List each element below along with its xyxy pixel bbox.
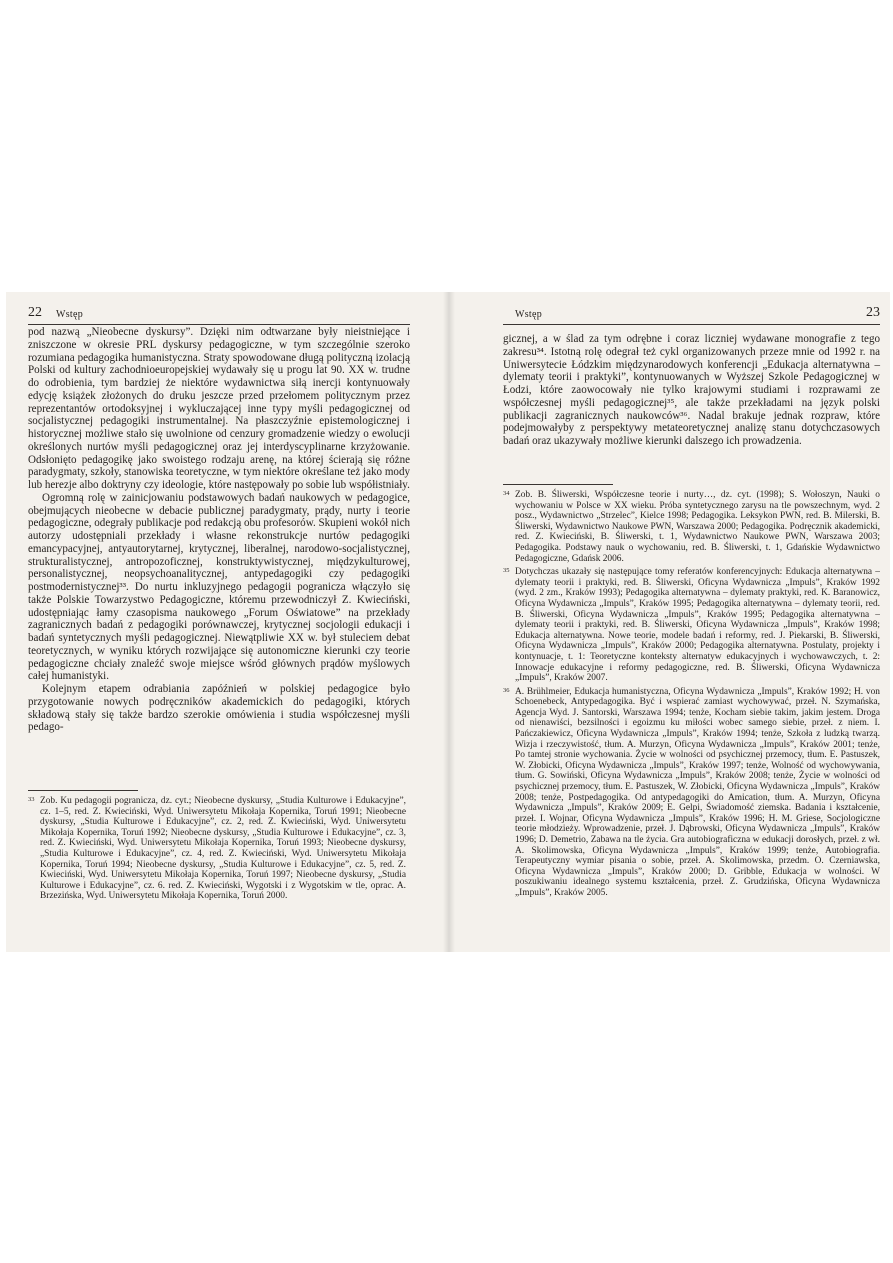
- page-header: [28, 302, 410, 325]
- page-header: [503, 302, 880, 325]
- footnote-number: 34: [503, 490, 510, 497]
- footnote-number: 36: [503, 686, 510, 694]
- paragraph: pod nazwą „Nieobecne dyskursy”. Dzięki nim odtwarzane były nieistniejące i zniszczone w okresie PRL dyskursy pedagogiczne, w tym szczególnie szeroko rozumiana pedagogika humanistyczna. Straty spowodowane długą polityczną izolacją Polski od kultury zachodnioeuropejskiej wydawały się u progu lat 90. XX w. trudne do odrobienia, tym bardziej że niektóre wydawnictwa siłą inercji kontynuowały edycję książek złożonych do druku jeszcze przed przełomem politycznym przez reprezentantów ortodoksyjnej i wykluczającej inne typy myśli pedagogicznej od socjalistycznej pedagogiki instrumentalnej. Na płaszczyźnie epistemologicznej i historycznej możliwe stało się uwolnione od cenzury gromadzenie wiedzy o ewolucji określonych nurtów myśli pedagogicznej oraz jej interdyscyplinarne krzyżowanie. Odsłonięto pedagogikę jako swoistego rodzaju arenę, na której ścierają się różne paradygmaty, szkoły, stanowiska teoretyczne, w tym niektóre określane też jako mody lub herezje albo doktryny czy ideologie, które następowały po sobie lub współistniały.: [28, 326, 410, 491]
- left-page: [6, 292, 443, 952]
- footnote: [28, 796, 406, 902]
- footnote-text: Zob. B. Śliwerski, Współczesne teorie i nurty…, dz. cyt. (1998); S. Wołoszyn, Nauki o wychowaniu w Polsce w XX wieku. Próba syntetycznego zarysu na tle powszechnym, wyd. 2 posz., Wydawnictwo „Strzelec”, Kielce 1998; Pedagogika. Leksykon PWN, red. B. Milerski, B. Śliwerski, Wydawnictwo Naukowe PWN, Warszawa 2000; Pedagogika. Podręcznik akademicki, red. Z. Kwieciński, B. Śliwerski, t. 1, Wydawnictwo Naukowe PWN, Warszawa 2003; Pedagogika. Podstawy nauk o wychowaniu, red. B. Śliwerski, t. 1, Gdańskie Wydawnictwo Pedagogiczne, Gdańsk 2006.: [515, 490, 880, 564]
- footnote-number: 35: [503, 567, 510, 575]
- footnotes: [28, 796, 406, 905]
- book-gutter: [443, 292, 455, 952]
- running-head: Wstęp: [56, 309, 84, 320]
- main-text: [503, 333, 880, 448]
- footnote-rule: [503, 484, 613, 485]
- footnote-text: A. Brühlmeier, Edukacja humanistyczna, Oficyna Wydawnicza „Impuls”, Kraków 1992; H. von Schoenebeck, Antypedagogika. Być i wspierać zamiast wychowywać, przeł. N. Szymańska, Agencja Wyd. J. Santorski, Warszawa 1994; tenże, Kocham siebie takim, jakim jestem. Droga od nienawiści, bezsilności i egoizmu ku miłości wobec samego siebie, przeł. z niem. I. Pańczakiewicz, Oficyna Wydawnicza „Impuls”, Kraków 1994; tenże, Szkoła z ludzką twarzą. Wizja i rzeczywistość, tłum. A. Murzyn, Oficyna Wydawnicza „Impuls”, Kraków 2001; tenże, Po tamtej stronie wychowania. Życie w wolności od psychicznej przemocy, tłum. E. Pastuszek, W. Złobicki, Oficyna Wydawnicza „Impuls”, Kraków 1997; tenże, Wolność od wychowywania, tłum. G. Sowiński, Oficyna Wydawnicza „Impuls”, Kraków 2008; tenże, Życie w wolności od psychicznej przemocy, tłum. E. Pastuszek, W. Złobicki, Oficyna Wydawnicza „Impuls”, Kraków 2008; tenże, Postpedagogika. Od antypedagogiki do Amication, tłum. A. Murzyn, Oficyna Wydawnicza „Impuls”, Kraków 2009; E. Gelpi, Świadomość ziemska. Badania i kształcenie, przeł. I. Wojnar, Oficyna Wydawnicza „Impuls”, Kraków 1996; H. M. Griese, Socjologiczne teorie młodzieży. Wprowadzenie, przeł. J. Dąbrowski, Oficyna Wydawnicza „Impuls”, Kraków 1996; D. Demetrio, Zabawa na tle życia. Gra autobiograficzna w edukacji dorosłych, przeł. z wł. A. Skolimowska, Oficyna Wydawnicza „Impuls”, Kraków 1999; tenże, Autobiografia. Terapeutyczny wymiar pisania o sobie, przeł. A. Skolimowska, przedm. O. Czerniawska, Oficyna Wydawnicza „Impuls”, Kraków 2000; D. Gribble, Edukacja w wolności. W poszukiwaniu idealnego systemu kształcenia, przeł. Z. Grudzińska, Oficyna Wydawnicza „Impuls”, Kraków 2005.: [515, 686, 880, 898]
- footnote: [503, 567, 880, 684]
- footnote-text: Zob. Ku pedagogii pogranicza, dz. cyt.; Nieobecne dyskursy, „Studia Kulturowe i Edukacyjne”, cz. 1–5, red. Z. Kwieciński, Wyd. Uniwersytetu Mikołaja Kopernika, Toruń 1991; Nieobecne dyskursy, „Studia Kulturowe i Edukacyjne”, cz. 2, red. Z. Kwieciński, Wyd. Uniwersytetu Mikołaja Kopernika, Toruń 1992; Nieobecne dyskursy, „Studia Kulturowe i Edukacyjne”, cz. 3, red. Z. Kwieciński, Wyd. Uniwersytetu Mikołaja Kopernika, Toruń 1993; Nieobecne dyskursy, „Studia Kulturowe i Edukacyjne”, cz. 4, red. Z. Kwieciński, Wyd. Uniwersytetu Mikołaja Kopernika, Toruń 1994; Nieobecne dyskursy, „Studia Kulturowe i Edukacyjne”, cz. 5, red. Z. Kwieciński, Wyd. Uniwersytetu Mikołaja Kopernika, Toruń 1997; Nieobecne dyskursy, „Studia Kulturowe i Edukacyjne”, cz. 6. red. Z. Kwieciński, Wygotski i z Wygotskim w tle, oprac. A. Brzezińska, Wyd. Uniwersytetu Mikołaja Kopernika, Toruń 2000.: [40, 796, 406, 902]
- book-spread: [6, 292, 890, 952]
- footnote-number: 33: [28, 796, 35, 803]
- running-head: Wstęp: [515, 309, 543, 320]
- right-page: [455, 292, 890, 952]
- footnote: [503, 687, 880, 899]
- page-number: 23: [866, 305, 880, 320]
- footnote-text: Dotychczas ukazały się następujące tomy referatów konferencyjnych: Edukacja alternatywna – dylematy teorii i praktyki, red. B. Śliwerski, Oficyna Wydawnicza „Impuls”, Kraków 1992 (wyd. 2 zm., Kraków 1993); Pedagogika alternatywna – dylematy praktyki, red. K. Baranowicz, Oficyna Wydawnicza „Impuls”, Kraków 1995; Pedagogika alternatywna – dylematy teorii, red. B. Śliwerski, Oficyna Wydawnicza „Impuls”, Kraków 1995; Pedagogika alternatywna – dylematy teorii i praktyki, red. B. Śliwerski, Oficyna Wydawnicza „Impuls”, Kraków 1998; Edukacja alternatywna. Nowe teorie, modele badań i reformy, red. J. Piekarski, B. Śliwerski, Oficyna Wydawnicza „Impuls”, Kraków 2000; Pedagogika alternatywna. Postulaty, projekty i kontynuacje, t. 1: Teoretyczne konteksty alternatyw edukacyjnych i wychowawczych, t. 2: Innowacje edukacyjne i reformy pedagogiczne, red. B. Śliwerski, Oficyna Wydawnicza „Impuls”, Kraków 2007.: [515, 567, 880, 684]
- footnotes: [503, 490, 880, 902]
- page-number: 22: [28, 305, 42, 320]
- footnote: [503, 490, 880, 564]
- paragraph: gicznej, a w ślad za tym odrębne i coraz liczniej wydawane monografie z tego zakresu³⁴. Istotną rolę odegrał też cykl organizowanych przeze mnie od 1992 r. na Uniwersytecie Łódzkim międzynarodowych konferencji „Edukacja alternatywna – dylematy teorii i praktyki”, kontynuowanych w Wyższej Szkole Pedagogicznej w Łodzi, które zaowocowały nie tylko krajowymi studiami i rozprawami ze współczesnej myśli pedagogicznej³⁵, ale także przekładami na język polski publikacji zagranicznych naukowców³⁶. Nadal brakuje jednak rozpraw, które podejmowałyby z perspektywy metateoretycznej analizę stanu dotychczasowych badań oraz ukazywały możliwe kierunki dalszego ich prowadzenia.: [503, 333, 880, 447]
- paragraph: Ogromną rolę w zainicjowaniu podstawowych badań naukowych w pedagogice, obejmujących nieobecne w debacie publicznej paradygmaty, prądy, nurty i teorie pedagogiczne, odegrały publikacje pod redakcją obu profesorów. Skupieni wokół nich autorzy udostępniali przekłady i własne rekonstrukcje nurtów pedagogiki emancypacyjnej, antyautorytarnej, krytycznej, liberalnej, narodowo-socjalistycznej, strukturalistycznej, antropozoficznej, konstruktywistycznej, międzykulturowej, personalistycznej, neopsychoanalitycznej, antypedagogiki czy pedagogiki postmodernistycznej³³. Do nurtu inkluzyjnego pedagogii pogranicza włączyło się także Polskie Towarzystwo Pedagogiczne, któremu przewodniczył Z. Kwieciński, udostępniając łamy czasopisma naukowego „Forum Oświatowe” na przekłady zagranicznych badań z pedagogiki porównawczej, krytycznej socjologii edukacji i badań syntetycznych myśli pedagogicznej. Niewątpliwie XX w. był stuleciem debat teoretycznych, w wyniku których rozwijające się autonomiczne kierunki czy teorie pedagogiczne chciały znaleźć swoje miejsce wśród głównych prądów myślowych całej humanistyki.: [28, 491, 410, 683]
- paragraph: Kolejnym etapem odrabiania zapóźnień w polskiej pedagogice było przygotowanie nowych podręczników akademickich do pedagogiki, których składową stały się także bardzo szerokie omówienia i studia współczesnej myśli pedago-: [28, 683, 410, 734]
- footnote-rule: [28, 790, 138, 791]
- main-text: [28, 326, 410, 734]
